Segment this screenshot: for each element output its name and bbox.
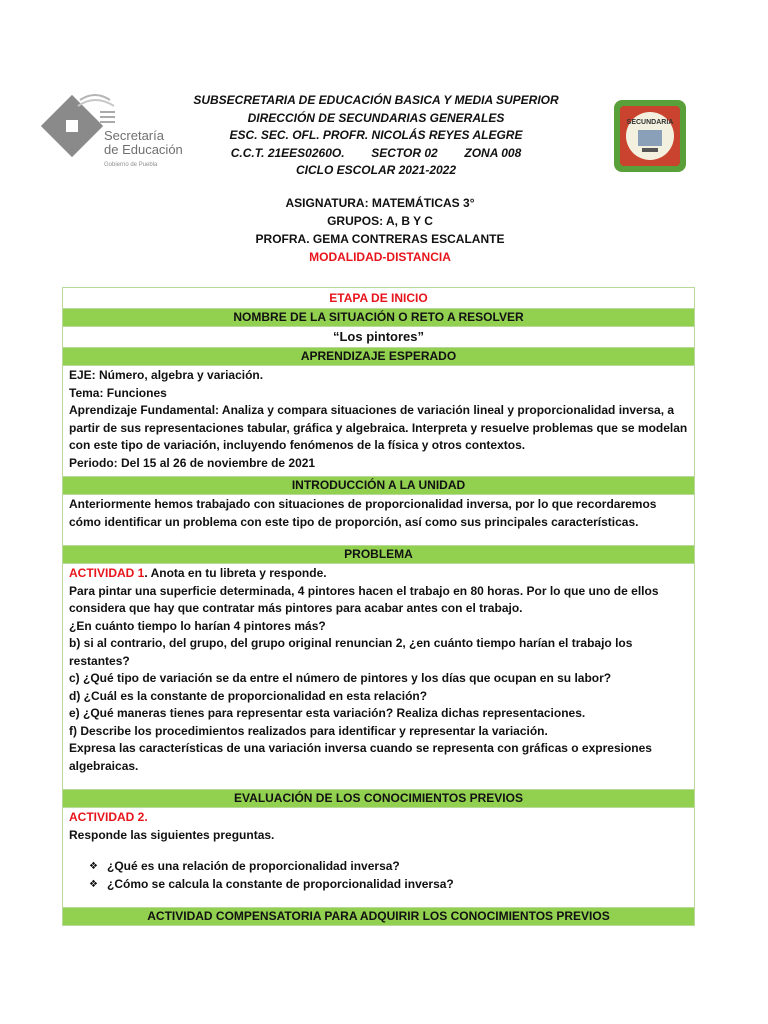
tema-text: Tema: Funciones [69, 385, 167, 400]
actividad2-label: ACTIVIDAD 2. [69, 810, 148, 824]
problema-line: Expresa las características de una variación inversa cuando se representa con gráficas o expresiones algebraicas. [69, 741, 652, 773]
logo-text-line2: de Educación [104, 142, 183, 157]
intro-cell [63, 495, 694, 546]
nombre-value: “Los pintores” [63, 327, 694, 348]
header-line: CICLO ESCOLAR 2021-2022 [295, 163, 457, 177]
asignatura: ASIGNATURA: MATEMÁTICAS 3° [285, 196, 475, 210]
problema-line: d) ¿Cuál es la constante de proporcionalidad en esta relación? [69, 688, 428, 703]
intro-text: Anteriormente hemos trabajado con situaciones de proporcionalidad inversa, por lo que recordaremos cómo identificar un problema con este tipo de proporción, así como sus principales características. [69, 497, 657, 529]
list-item: ❖ ¿Cómo se calcula la constante de proporcionalidad inversa? [89, 876, 688, 894]
profesora: PROFRA. GEMA CONTRERAS ESCALANTE [255, 232, 505, 246]
intro-header: INTRODUCCIÓN A LA UNIDAD [63, 477, 694, 495]
problema-line: Para pintar una superficie determinada, 4 pintores hacen el trabajo en 80 horas. Por lo que uno de ellos considera que hay que contratar más pintores para acabar antes con el trabajo. [69, 583, 659, 615]
school-seal-logo [612, 98, 688, 174]
problema-line: b) si al contrario, del grupo, del grupo original renuncian 2, ¿en cuánto tiempo harían el trabajo los restantes? [69, 636, 633, 668]
fundamental-text: Aprendizaje Fundamental: Analiza y compara situaciones de variación lineal y proporcionalidad inversa, a partir de sus representaciones tabular, gráfica y algebraica. Interpreta y resuelve problemas que se modelan con este tipo de variación, incluyendo fenómenos de la física y otros contextos. [69, 403, 688, 452]
etapa-title: ETAPA DE INICIO [63, 288, 694, 309]
aprendizaje-cell [63, 366, 694, 477]
list-item: ❖ ¿Qué es una relación de proporcionalidad inversa? [89, 858, 688, 876]
header-line: ESC. SEC. OFL. PROFR. NICOLÁS REYES ALEGRE [229, 128, 523, 142]
actividad2-list [69, 858, 688, 893]
aprendizaje-header: APRENDIZAJE ESPERADO [63, 348, 694, 366]
actividad1-label: ACTIVIDAD 1 [69, 566, 145, 580]
header-line: C.C.T. 21EES0260O. SECTOR 02 ZONA 008 [230, 145, 522, 160]
secretaria-educacion-logo [40, 90, 190, 180]
eje-text: EJE: Número, algebra y variación. [69, 368, 264, 382]
lesson-table [62, 287, 695, 926]
document-header [190, 92, 562, 180]
problema-header: PROBLEMA [63, 546, 694, 564]
problema-line: c) ¿Qué tipo de variación se da entre el número de pintores y los días que ocupan en su labor? [69, 671, 612, 685]
modalidad: MODALIDAD-DISTANCIA [309, 250, 451, 264]
actividad1-instruction: . Anota en tu libreta y responde. [144, 566, 327, 580]
course-info [170, 194, 590, 266]
logo-text-line3: Gobierno de Puebla [104, 162, 158, 168]
diamond-bullet-icon: ❖ [89, 861, 98, 872]
nombre-header: NOMBRE DE LA SITUACIÓN O RETO A RESOLVER [63, 309, 694, 327]
problema-line: ¿En cuánto tiempo lo harían 4 pintores más? [69, 618, 326, 633]
header-line: DIRECCIÓN DE SECUNDARIAS GENERALES [247, 110, 505, 125]
seal-caption: SECUNDARIA [626, 119, 674, 126]
actividad2-intro: Responde las siguientes preguntas. [69, 827, 275, 842]
diamond-bullet-icon: ❖ [89, 878, 98, 890]
problema-line: e) ¿Qué maneras tienes para representar esta variación? Realiza dichas representaciones. [69, 706, 586, 720]
header-line: SUBSECRETARIA DE EDUCACIÓN BASICA Y MEDIA SUPERIOR [193, 93, 559, 107]
grupos: GRUPOS: A, B Y C [327, 214, 433, 228]
evaluacion-header: EVALUACIÓN DE LOS CONOCIMIENTOS PREVIOS [63, 790, 694, 808]
compensatoria-header: ACTIVIDAD COMPENSATORIA PARA ADQUIRIR LOS CONOCIMIENTOS PREVIOS [63, 908, 694, 925]
evaluacion-cell [63, 808, 694, 908]
problema-line: f) Describe los procedimientos realizados para identificar y representar la variación. [69, 723, 548, 738]
logo-text-line1: Secretaría [104, 128, 164, 143]
periodo-text: Periodo: Del 15 al 26 de noviembre de 2021 [69, 455, 316, 470]
problema-cell [63, 564, 694, 790]
